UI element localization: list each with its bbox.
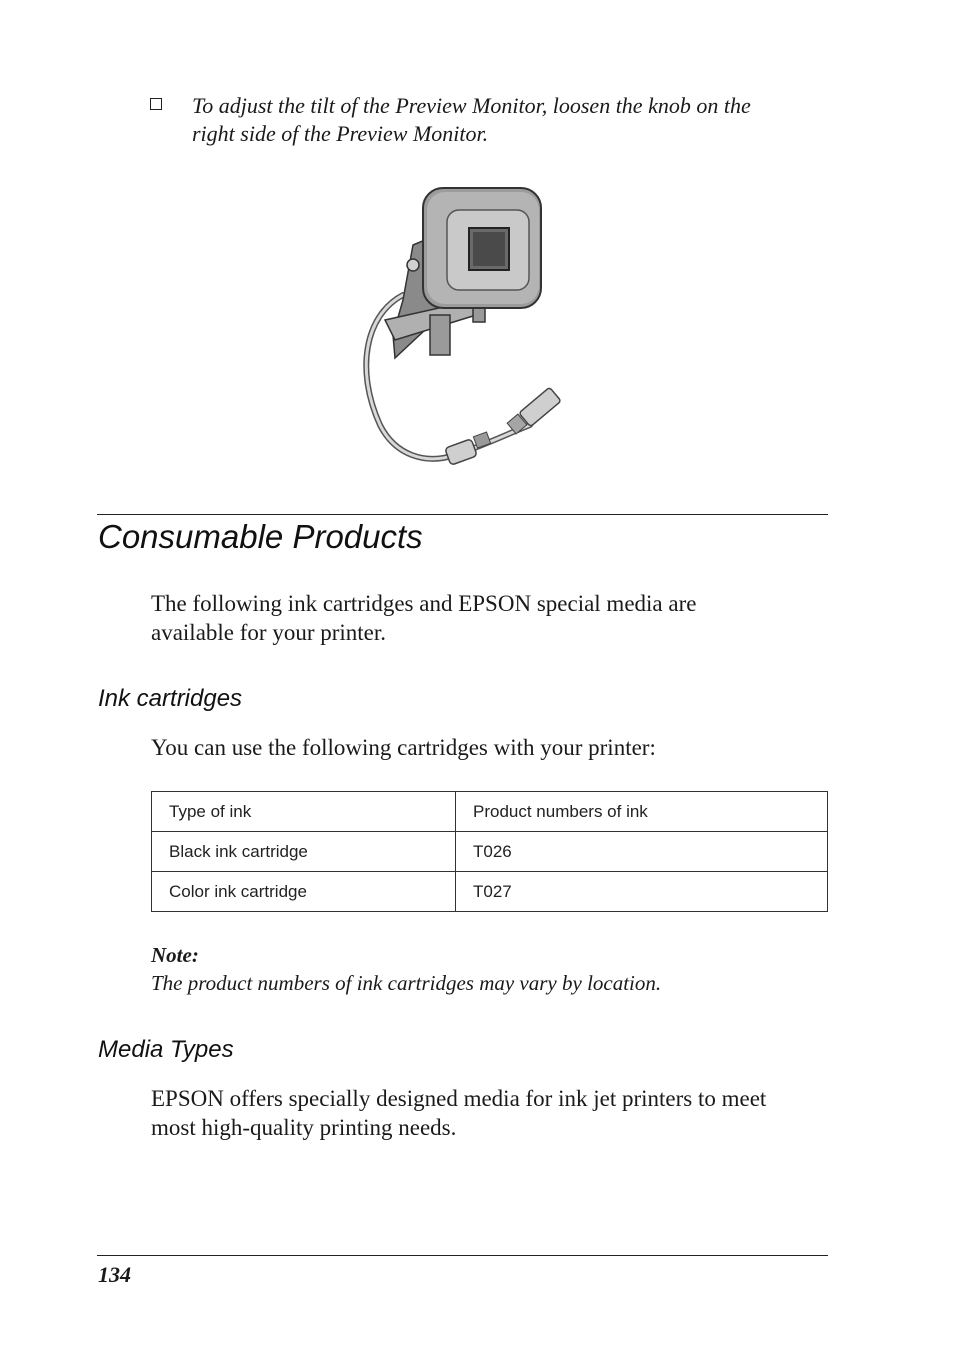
table-header-cell: Type of ink: [152, 792, 456, 832]
table-cell: T027: [456, 872, 828, 912]
section-title: Consumable Products: [98, 518, 423, 555]
page-number: 134: [98, 1262, 131, 1287]
note-text: The product numbers of ink cartridges may vary by location.: [151, 971, 662, 995]
footer-rule: [97, 1255, 828, 1256]
media-types-text: [151, 1085, 841, 1142]
section-rule: [97, 514, 828, 515]
table-row: [152, 872, 828, 912]
table-row: [152, 832, 828, 872]
bullet-text: [192, 92, 832, 148]
bullet-text-line-1: To adjust the tilt of the Preview Monitor, loosen the knob on the: [192, 93, 751, 118]
media-types-line-1: EPSON offers specially designed media for ink jet printers to meet: [151, 1086, 767, 1111]
media-types-heading: Media Types: [98, 1036, 234, 1063]
media-types-line-2: most high-quality printing needs.: [151, 1114, 457, 1140]
table-header-row: [152, 792, 828, 832]
table-cell: T026: [456, 832, 828, 872]
ink-cartridges-heading: Ink cartridges: [98, 685, 243, 712]
preview-monitor-illustration: [355, 180, 570, 480]
table-header-cell: Product numbers of ink: [456, 792, 828, 832]
preview-monitor-icon: [355, 180, 570, 480]
section-intro: [151, 590, 841, 647]
ink-cartridges-intro: You can use the following cartridges with your printer:: [151, 735, 656, 760]
checkbox-bullet-icon: [150, 98, 162, 110]
bullet-text-line-2: right side of the Preview Monitor.: [192, 121, 489, 146]
table-cell: Color ink cartridge: [152, 872, 456, 912]
section-intro-line-2: available for your printer.: [151, 619, 387, 645]
section-intro-line-1: The following ink cartridges and EPSON special media are: [151, 591, 697, 616]
table-cell: Black ink cartridge: [152, 832, 456, 872]
note-label: Note:: [151, 943, 199, 967]
ink-cartridge-table: [151, 791, 828, 912]
